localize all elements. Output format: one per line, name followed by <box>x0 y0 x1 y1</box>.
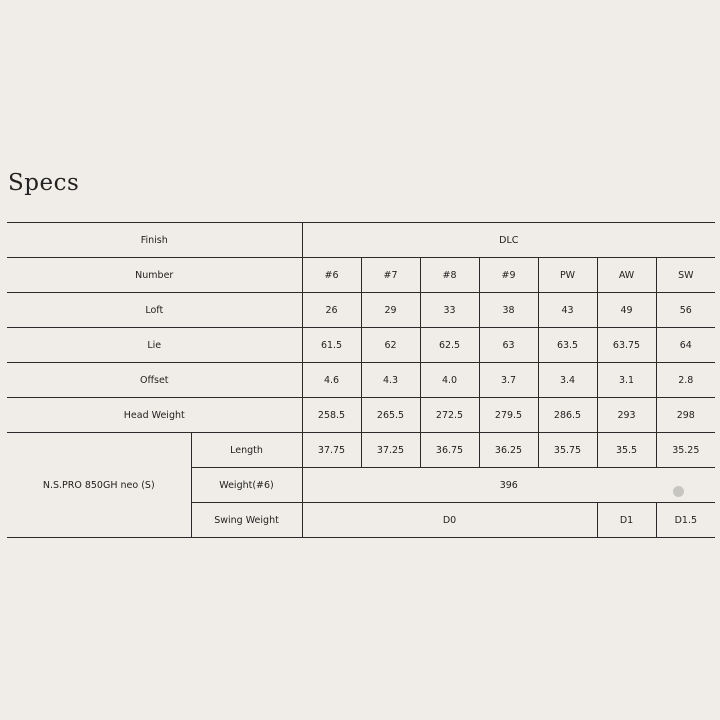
length-cell: 36.75 <box>420 433 479 468</box>
loft-cell: 33 <box>420 293 479 328</box>
loft-cell: 43 <box>538 293 597 328</box>
loft-cell: 26 <box>302 293 361 328</box>
number-row <box>7 258 715 293</box>
lie-cell: 61.5 <box>302 328 361 363</box>
shaft-weight-value: 396 <box>302 468 715 503</box>
number-cell: SW <box>656 258 715 293</box>
number-cell: AW <box>597 258 656 293</box>
offset-cell: 4.0 <box>420 363 479 398</box>
swing-weight-cell: D1 <box>597 503 656 538</box>
offset-row <box>7 363 715 398</box>
lie-cell: 63.5 <box>538 328 597 363</box>
lie-cell: 64 <box>656 328 715 363</box>
offset-cell: 3.1 <box>597 363 656 398</box>
head-weight-label: Head Weight <box>7 398 302 433</box>
head-weight-cell: 258.5 <box>302 398 361 433</box>
shaft-weight-label: Weight(#6) <box>191 468 302 503</box>
head-weight-cell: 279.5 <box>479 398 538 433</box>
head-weight-cell: 272.5 <box>420 398 479 433</box>
number-cell: PW <box>538 258 597 293</box>
length-cell: 36.25 <box>479 433 538 468</box>
offset-cell: 4.3 <box>361 363 420 398</box>
number-cell: #8 <box>420 258 479 293</box>
finish-label: Finish <box>7 223 302 258</box>
offset-label: Offset <box>7 363 302 398</box>
offset-cell: 4.6 <box>302 363 361 398</box>
offset-cell: 3.4 <box>538 363 597 398</box>
head-weight-cell: 286.5 <box>538 398 597 433</box>
shaft-label: N.S.PRO 850GH neo (S) <box>7 433 191 538</box>
lie-cell: 63.75 <box>597 328 656 363</box>
head-weight-cell: 298 <box>656 398 715 433</box>
length-label: Length <box>191 433 302 468</box>
offset-cell: 3.7 <box>479 363 538 398</box>
offset-cell: 2.8 <box>656 363 715 398</box>
finish-row <box>7 223 715 258</box>
lie-cell: 62 <box>361 328 420 363</box>
length-cell: 37.75 <box>302 433 361 468</box>
length-row <box>7 433 715 468</box>
loft-cell: 29 <box>361 293 420 328</box>
specs-table <box>7 222 715 538</box>
length-cell: 35.25 <box>656 433 715 468</box>
number-cell: #7 <box>361 258 420 293</box>
lie-cell: 62.5 <box>420 328 479 363</box>
number-cell: #9 <box>479 258 538 293</box>
swing-weight-label: Swing Weight <box>191 503 302 538</box>
loft-row <box>7 293 715 328</box>
lie-label: Lie <box>7 328 302 363</box>
length-cell: 35.5 <box>597 433 656 468</box>
swing-weight-cell: D0 <box>302 503 597 538</box>
loft-cell: 38 <box>479 293 538 328</box>
lie-cell: 63 <box>479 328 538 363</box>
head-weight-cell: 265.5 <box>361 398 420 433</box>
length-cell: 37.25 <box>361 433 420 468</box>
page-title: Specs <box>8 170 80 196</box>
number-label: Number <box>7 258 302 293</box>
head-weight-cell: 293 <box>597 398 656 433</box>
lie-row <box>7 328 715 363</box>
number-cell: #6 <box>302 258 361 293</box>
loft-cell: 49 <box>597 293 656 328</box>
head-weight-row <box>7 398 715 433</box>
finish-value: DLC <box>302 223 715 258</box>
loft-label: Loft <box>7 293 302 328</box>
loft-cell: 56 <box>656 293 715 328</box>
scroll-indicator-dot <box>673 486 684 497</box>
length-cell: 35.75 <box>538 433 597 468</box>
swing-weight-cell: D1.5 <box>656 503 715 538</box>
